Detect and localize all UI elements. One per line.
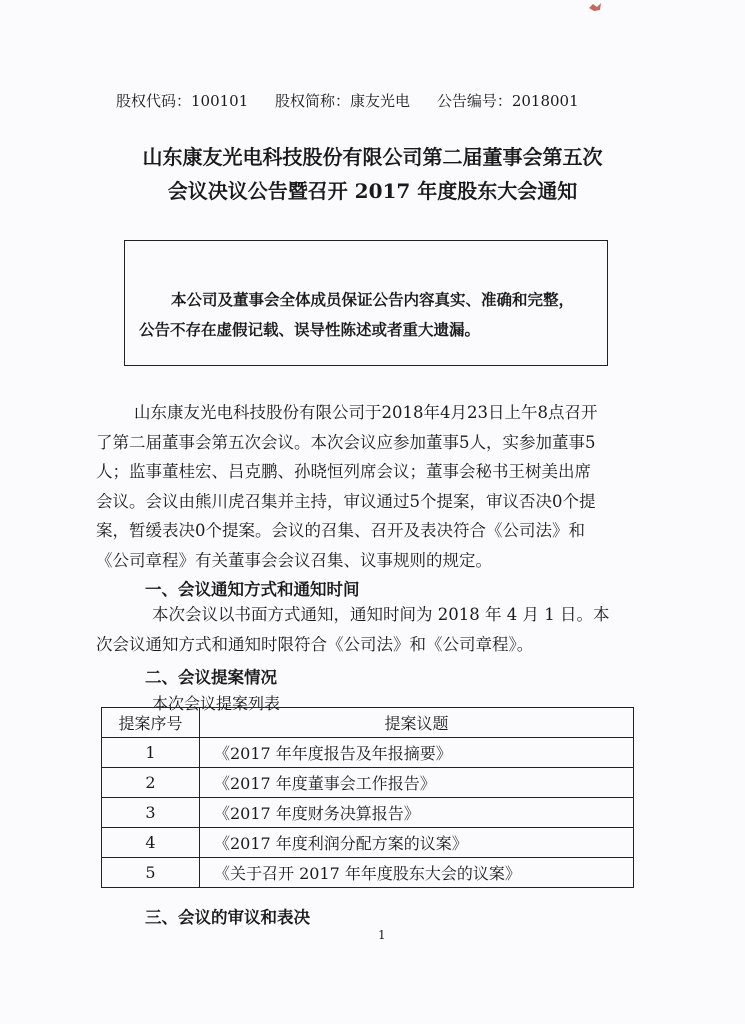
table-caption: 本次会议提案列表 bbox=[152, 694, 281, 713]
document-title bbox=[0, 140, 745, 208]
proposal-number: 2 bbox=[102, 768, 200, 798]
table-header-row bbox=[102, 708, 634, 738]
column-header-number: 提案序号 bbox=[102, 708, 200, 738]
section-heading-1: 一、会议通知方式和通知时间 bbox=[145, 580, 360, 599]
table-row bbox=[102, 828, 634, 858]
table-row bbox=[102, 798, 634, 828]
text-line: 了第二届董事会第五次会议。本次会议应参加董事5人，实参加董事5 bbox=[96, 432, 596, 452]
proposal-number: 1 bbox=[102, 738, 200, 768]
guarantee-notice-box bbox=[124, 240, 608, 366]
paragraph-notice-method bbox=[96, 600, 674, 659]
proposal-title: 《关于召开 2017 年年度股东大会的议案》 bbox=[200, 858, 634, 888]
proposal-number: 4 bbox=[102, 828, 200, 858]
share-code: 股权代码：100101 bbox=[116, 92, 249, 110]
text-line: 本次会议以书面方式通知，通知时间为 2018 年 4 月 1 日。本 bbox=[152, 605, 610, 624]
table-row bbox=[102, 858, 634, 888]
title-line-2: 会议决议公告暨召开 2017 年度股东大会通知 bbox=[167, 179, 578, 203]
proposal-title: 《2017 年度利润分配方案的议案》 bbox=[200, 828, 634, 858]
table-row bbox=[102, 738, 634, 768]
red-ink-mark bbox=[588, 2, 602, 12]
share-abbreviation: 股权简称：康友光电 bbox=[275, 92, 411, 110]
text-line: 山东康友光电科技股份有限公司于2018年4月23日上午8点召开 bbox=[134, 403, 598, 422]
column-header-title: 提案议题 bbox=[200, 708, 634, 738]
text-line: 人；监事董桂宏、吕克鹏、孙晓恒列席会议；董事会秘书王树美出席 bbox=[96, 462, 591, 481]
table-row bbox=[102, 768, 634, 798]
section-heading-2: 二、会议提案情况 bbox=[145, 668, 277, 687]
notice-number: 公告编号：2018001 bbox=[436, 92, 579, 110]
header-meta bbox=[116, 90, 601, 111]
text-line: 会议。会议由熊川虎召集并主持，审议通过5个提案，审议否决0个提 bbox=[96, 491, 596, 511]
proposal-title: 《2017 年度董事会工作报告》 bbox=[200, 768, 634, 798]
proposal-table bbox=[101, 707, 634, 888]
proposal-number: 3 bbox=[102, 798, 200, 828]
proposal-number: 5 bbox=[102, 858, 200, 888]
text-line: 《公司章程》有关董事会会议召集、议事规则的规定。 bbox=[96, 550, 492, 570]
notice-line-1: 本公司及董事会全体成员保证公告内容真实、准确和完整， bbox=[171, 290, 575, 309]
paragraph-meeting-summary bbox=[96, 398, 674, 575]
proposal-title: 《2017 年年度报告及年报摘要》 bbox=[200, 738, 634, 768]
notice-line-2: 公告不存在虚假记载、误导性陈述或者重大遗漏。 bbox=[139, 320, 481, 339]
page-number: 1 bbox=[378, 928, 386, 942]
text-line: 次会议通知方式和通知时限符合《公司法》和《公司章程》。 bbox=[96, 634, 534, 654]
section-heading-3: 三、会议的审议和表决 bbox=[145, 908, 310, 927]
text-line: 案，暂缓表决0个提案。会议的召集、召开及表决符合《公司法》和 bbox=[96, 521, 585, 540]
title-line-1: 山东康友光电科技股份有限公司第二届董事会第五次 bbox=[142, 145, 603, 169]
proposal-title: 《2017 年度财务决算报告》 bbox=[200, 798, 634, 828]
